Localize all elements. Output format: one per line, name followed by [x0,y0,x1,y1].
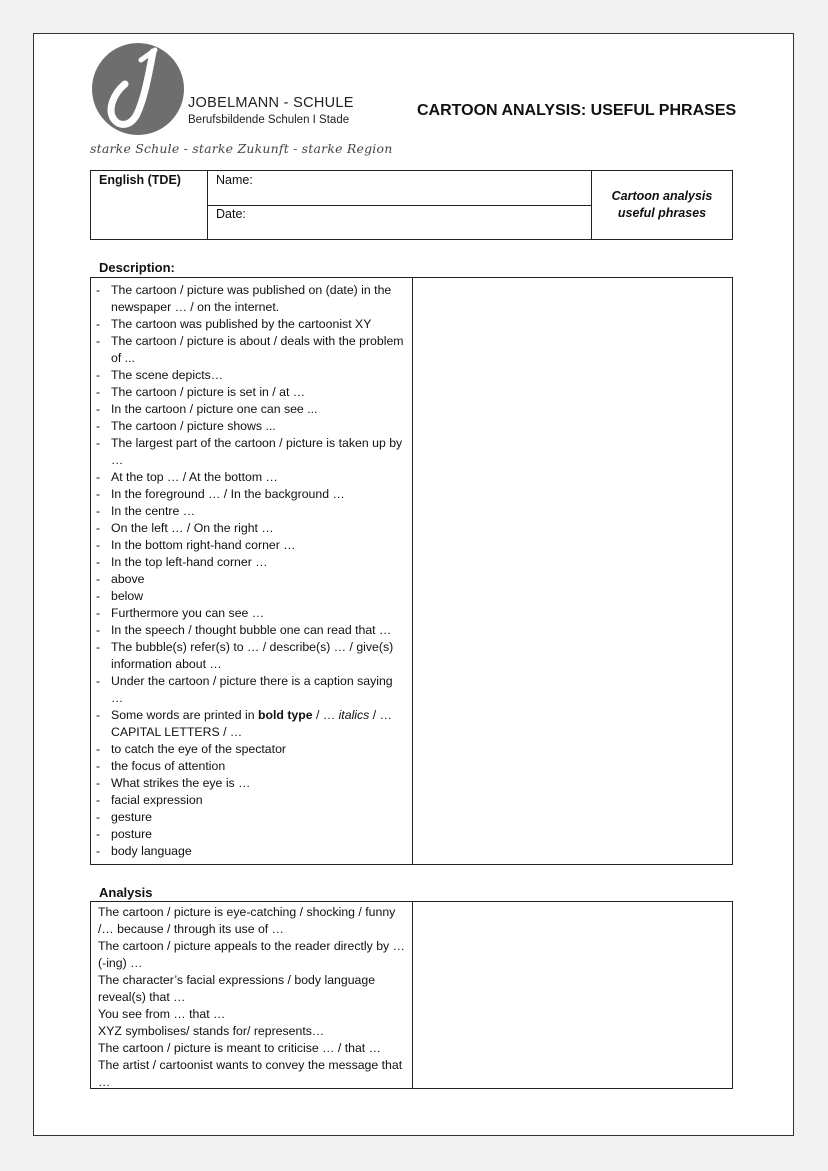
school-slogan: starke Schule - starke Zukunft - starke Region [90,141,393,156]
description-item: - In the top left-hand corner … [91,554,412,571]
analysis-item: The character’s facial expressions / body language reveal(s) that … [98,973,376,1004]
school-logo-icon [91,42,185,136]
description-item: - Under the cartoon / picture there is a caption saying … [91,673,412,707]
description-heading: Description: [99,260,175,275]
subject-cell [91,171,208,239]
description-item: - In the speech / thought bubble one can read that … [91,622,412,639]
description-item: - The cartoon / picture was published on (date) in the newspaper … / on the internet. [91,282,412,316]
info-table [90,170,733,240]
analysis-heading: Analysis [99,885,153,900]
name-row[interactable] [208,171,591,206]
description-item [91,707,412,741]
description-item: - below [91,588,412,605]
name-date-cell [208,171,592,239]
description-item: - facial expression [91,792,412,809]
item-text: Some words are printed in [111,708,258,722]
description-item: - above [91,571,412,588]
analysis-item: The cartoon / picture is meant to criticise … / that … [98,1041,381,1055]
topic-label [592,188,732,222]
school-name: JOBELMANN - SCHULE [188,95,354,111]
description-item: - In the cartoon / picture one can see ... [91,401,412,418]
description-item: - The bubble(s) refer(s) to … / describe(s) … / give(s) information about … [91,639,412,673]
analysis-item: XYZ symbolises/ stands for/ represents… [98,1024,325,1038]
description-item: - body language [91,843,412,860]
topic-line-1: Cartoon analysis [611,189,713,203]
description-box [90,277,733,865]
description-item: - What strikes the eye is … [91,775,412,792]
description-item: - gesture [91,809,412,826]
description-item: - The scene depicts… [91,367,412,384]
analysis-box [90,901,733,1089]
name-label: Name: [216,173,253,187]
topic-line-2: useful phrases [617,206,707,220]
date-label: Date: [216,207,246,221]
description-item: - In the foreground … / In the background … [91,486,412,503]
subject-label: English (TDE) [99,173,181,187]
item-text: / … [312,708,339,722]
description-item: - The cartoon / picture shows ... [91,418,412,435]
description-list [91,278,412,860]
description-item: - In the centre … [91,503,412,520]
analysis-item: The cartoon / picture appeals to the reader directly by … (-ing) … [98,939,405,970]
document-title: CARTOON ANALYSIS: USEFUL PHRASES [417,102,737,119]
description-item: - On the left … / On the right … [91,520,412,537]
description-item: - The largest part of the cartoon / picture is taken up by … [91,435,412,469]
school-subtitle: Berufsbildende Schulen I Stade [188,114,350,126]
analysis-item: You see from … that … [98,1007,226,1021]
description-item: - At the top … / At the bottom … [91,469,412,486]
description-item: - the focus of attention [91,758,412,775]
description-item: - In the bottom right-hand corner … [91,537,412,554]
worksheet-page [33,33,794,1136]
analysis-item: The cartoon / picture is eye-catching / shocking / funny /… because / through its use of … [98,905,396,936]
item-bold-text: bold type [257,708,313,722]
item-text: / … CAPITAL LETTERS / … [111,708,392,739]
item-italic-text: italics [338,708,370,722]
description-item: - Furthermore you can see … [91,605,412,622]
description-item: - posture [91,826,412,843]
analysis-phrases-column [91,902,413,1088]
description-item: - The cartoon was published by the cartoonist XY [91,316,412,333]
description-item: - The cartoon / picture is about / deals with the problem of ... [91,333,412,367]
analysis-item: The artist / cartoonist wants to convey the message that … [98,1058,403,1089]
analysis-list [91,902,412,1091]
topic-cell [592,171,732,239]
description-phrases-column [91,278,413,864]
description-item: - to catch the eye of the spectator [91,741,412,758]
description-item: - The cartoon / picture is set in / at … [91,384,412,401]
